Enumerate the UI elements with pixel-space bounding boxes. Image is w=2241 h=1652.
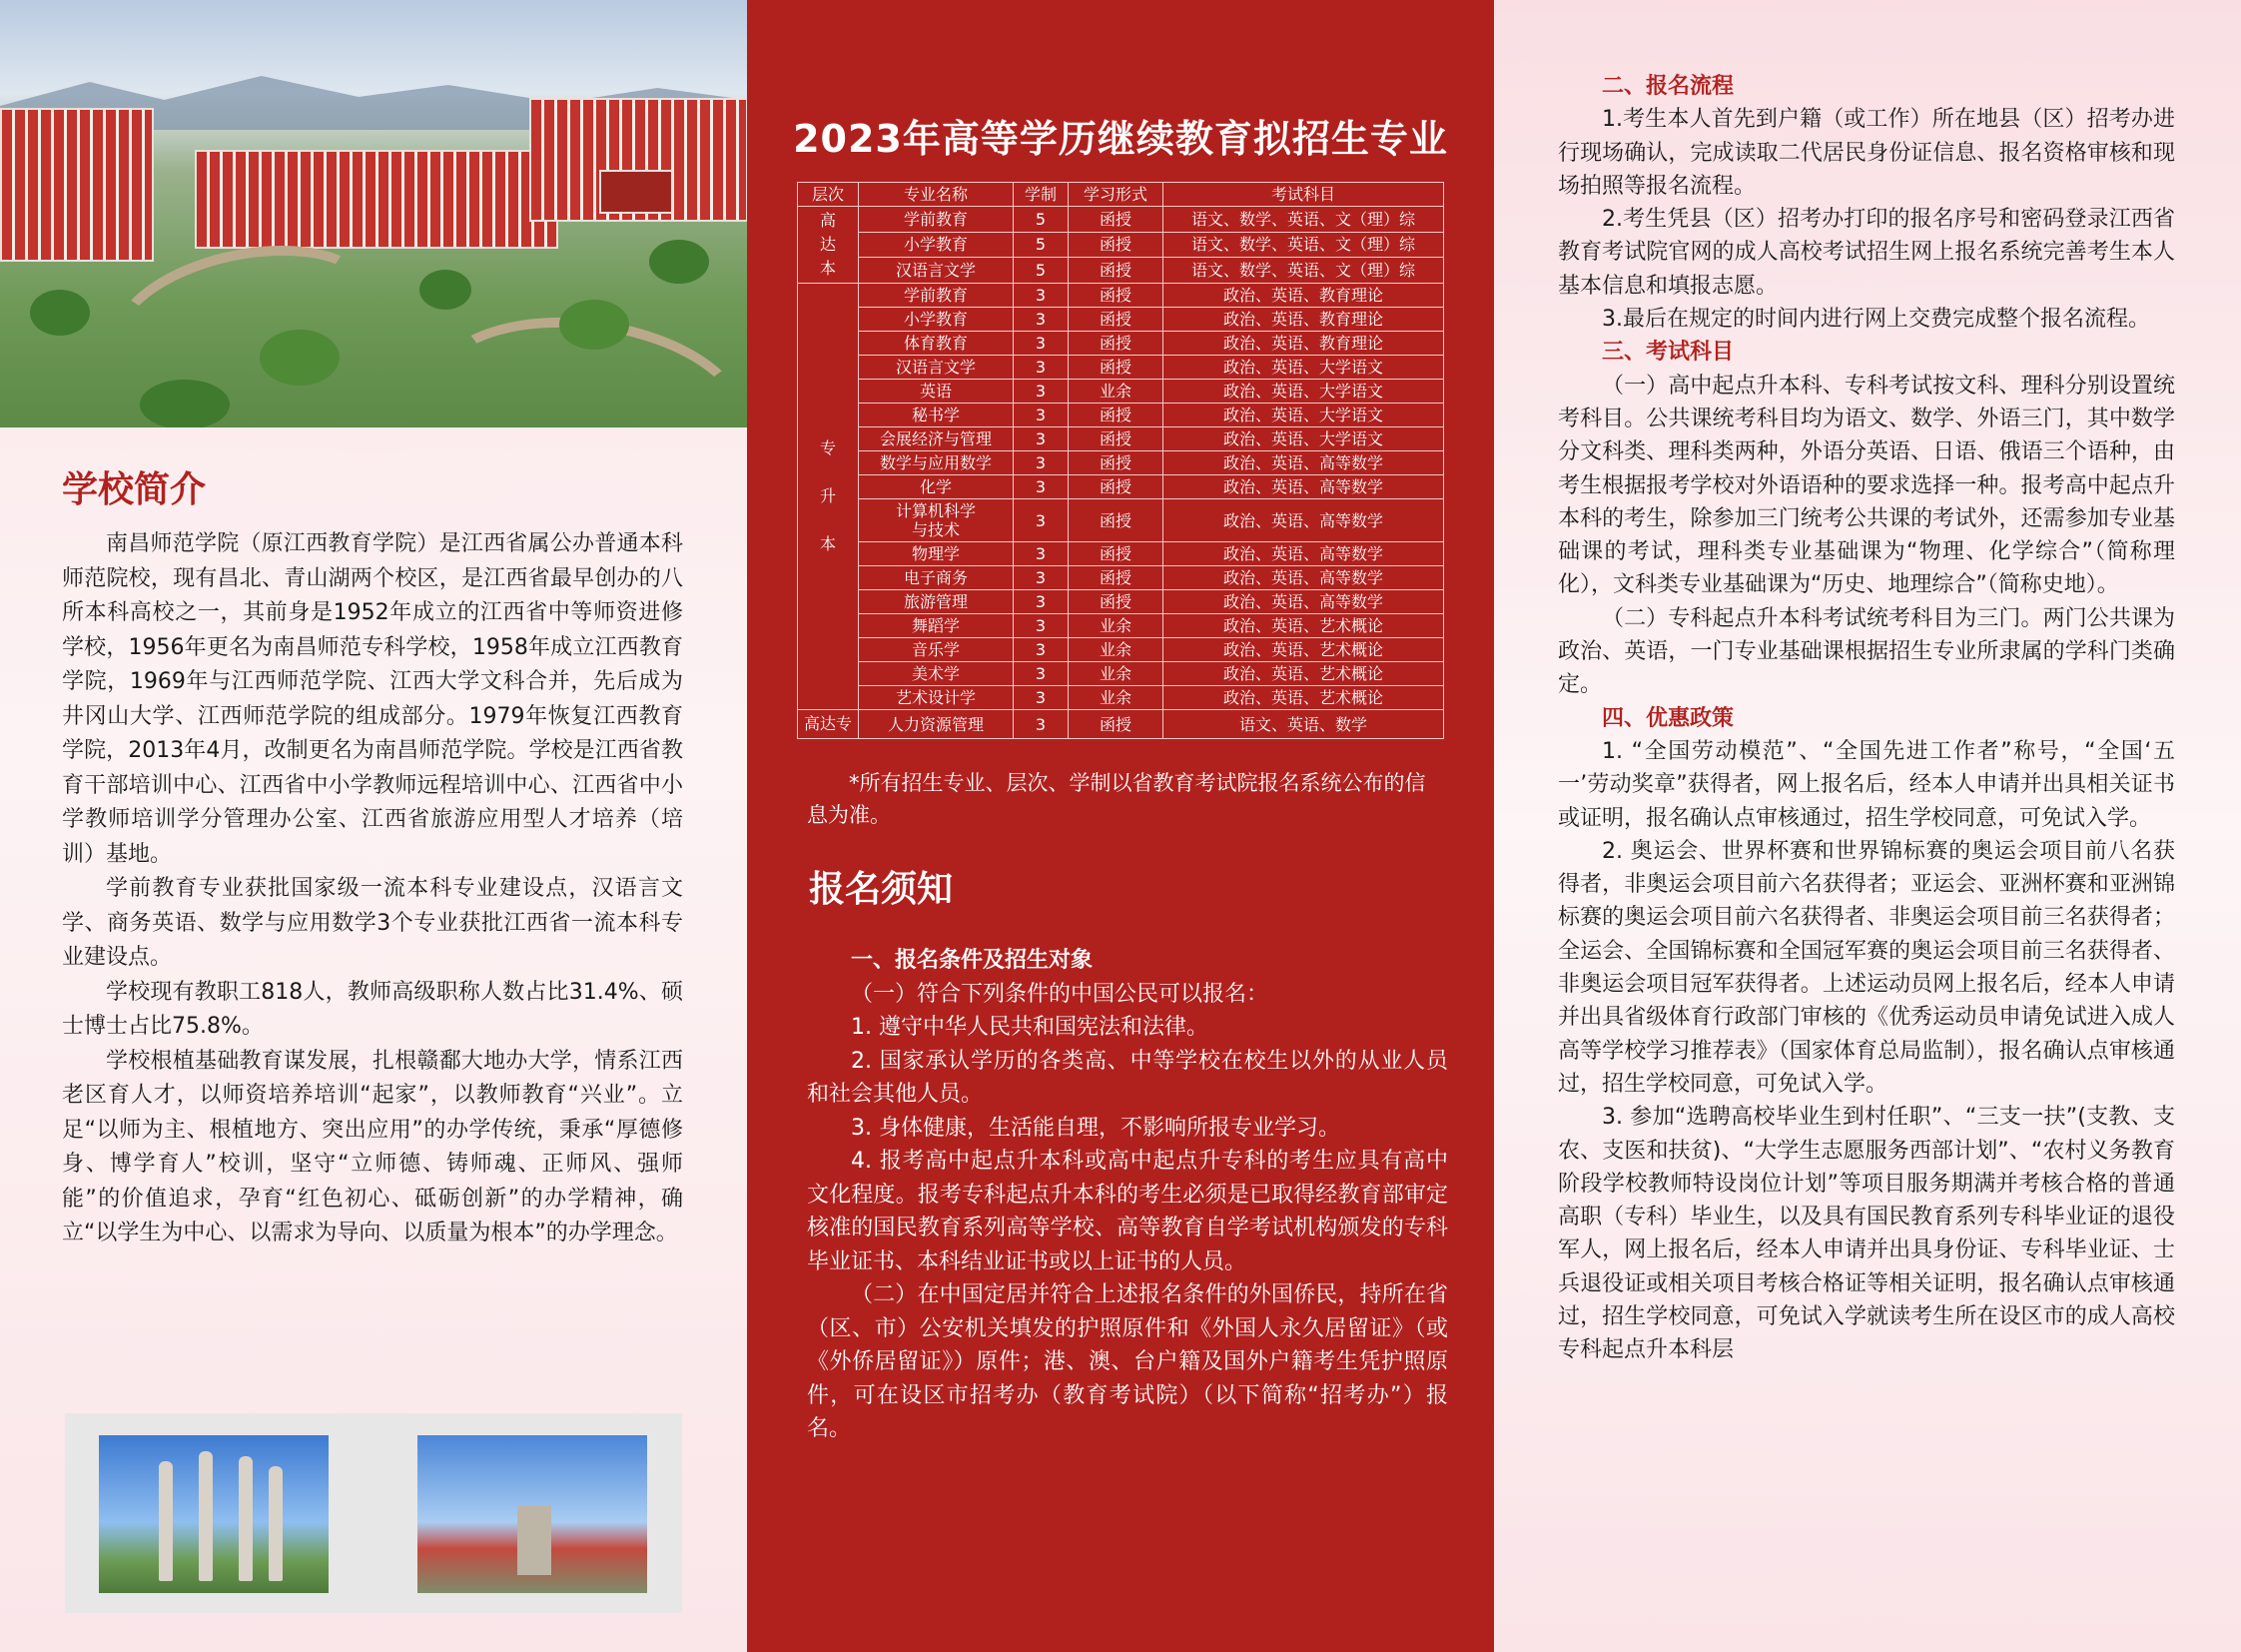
- school-intro-title: 学校简介: [62, 469, 207, 510]
- table-header-row: [798, 183, 1444, 207]
- exam-subjects-cell: 政治、英语、大学语文: [1163, 380, 1444, 404]
- exam-subjects-cell: 语文、英语、数学: [1163, 710, 1444, 739]
- section-heading: 二、报名流程: [1602, 74, 1735, 99]
- exam-item: （二）专科起点升本科考试统考科目为三门。两门公共课为政治、英语，一门专业基础课根据招生专业所隶属的学科门类确定。: [1558, 605, 2175, 698]
- study-mode-cell: 函授: [1069, 356, 1163, 380]
- major-name-cell: 体育教育: [859, 332, 1014, 356]
- duration-cell: 3: [1014, 686, 1069, 710]
- policy-item: 1. “全国劳动模范”、“全国先进工作者”称号，“全国‘五一’劳动奖章”获得者，网上报名后，经本人申请并出具相关证书或证明，报名确认点审核通过，招生学校同意，可免试入学。: [1558, 738, 2175, 831]
- study-mode-cell: 函授: [1069, 451, 1163, 475]
- condition-item: 2. 国家承认学历的各类高、中等学校在校生以外的从业人员和社会其他人员。: [807, 1048, 1448, 1107]
- section-heading: 四、优惠政策: [1602, 705, 1735, 731]
- majors-table-body: [798, 207, 1444, 739]
- exam-subjects-cell: 政治、英语、教育理论: [1163, 284, 1444, 308]
- study-mode-cell: 函授: [1069, 232, 1163, 258]
- section-intro: （一）符合下列条件的中国公民可以报名：: [851, 981, 1269, 1007]
- exam-subjects-cell: 政治、英语、艺术概论: [1163, 686, 1444, 710]
- condition-part2: （二）在中国定居并符合上述报名条件的外国侨民，持所在省（区、市）公安机关填发的护照原件和《外国人永久居留证》（或《外侨居留证》）原件；港、澳、台户籍及国外户籍考生凭护照原件，可在设区市招考办（教育考试院）（以下简称“招考办”）报名。: [807, 1282, 1448, 1441]
- duration-cell: 3: [1014, 475, 1069, 499]
- exam-subjects-cell: 政治、英语、艺术概论: [1163, 662, 1444, 686]
- study-mode-cell: 函授: [1069, 404, 1163, 427]
- study-mode-cell: 业余: [1069, 614, 1163, 638]
- duration-cell: 5: [1014, 232, 1069, 258]
- policy-item: 2. 奥运会、世界杯赛和世界锦标赛的奥运会项目前八名获得者，非奥运会项目前六名获得者；亚运会、亚洲杯赛和亚洲锦标赛的奥运会项目前六名获得者、非奥运会项目前三名获得者；全运会、全国锦标赛和全国冠军赛的奥运会项目前三名获得者、非奥运会项目冠军获得者。上述运动员网上报名后，经本人申请并出具省级体育行政部门审核的《优秀运动员申请免试进入成人高等学校学习推荐表》（国家体育总局监制），报名确认点审核通过，招生学校同意，可免试入学。: [1558, 838, 2175, 1097]
- exam-subjects-cell: 政治、英语、高等数学: [1163, 590, 1444, 614]
- intro-paragraph: 学校根植基础教育谋发展，扎根赣鄱大地办大学，情系江西老区育人才，以师资培养培训“起家”，以教师教育“兴业”。立足“以师为主、根植地方、突出应用”的办学传统，秉承“厚德修身、博学育人”校训，坚守“立师德、铸师魂、正师风、强师能”的价值追求，孕育“红色初心、砥砺创新”的办学精神，确立“以学生为中心、以需求为导向、以质量为根本”的办学理念。: [62, 1048, 683, 1245]
- table-row: [798, 258, 1444, 284]
- table-row: [798, 232, 1444, 258]
- major-name-cell: 学前教育: [859, 207, 1014, 233]
- duration-cell: 5: [1014, 258, 1069, 284]
- table-row: [798, 284, 1444, 308]
- duration-cell: 3: [1014, 332, 1069, 356]
- major-name-cell: 旅游管理: [859, 590, 1014, 614]
- table-row: [798, 590, 1444, 614]
- duration-cell: 3: [1014, 662, 1069, 686]
- process-item: 3.最后在规定的时间内进行网上交费完成整个报名流程。: [1602, 307, 2150, 333]
- duration-cell: 3: [1014, 356, 1069, 380]
- condition-item: 3. 身体健康，生活能自理，不影响所报专业学习。: [851, 1115, 1340, 1141]
- study-mode-cell: 业余: [1069, 638, 1163, 662]
- exam-subjects-cell: 语文、数学、英语、文（理）综: [1163, 207, 1444, 233]
- study-mode-cell: 函授: [1069, 427, 1163, 451]
- exam-subjects-cell: 政治、英语、教育理论: [1163, 308, 1444, 332]
- major-name-cell: 汉语言文学: [859, 356, 1014, 380]
- exam-subjects-cell: 语文、数学、英语、文（理）综: [1163, 232, 1444, 258]
- duration-cell: 3: [1014, 638, 1069, 662]
- exam-subjects-cell: 政治、英语、艺术概论: [1163, 614, 1444, 638]
- right-panel: [1494, 0, 2241, 1652]
- major-name-cell: 数学与应用数学: [859, 451, 1014, 475]
- left-panel: [0, 0, 747, 1652]
- enrollment-conditions: [807, 944, 1448, 1446]
- table-row: [798, 308, 1444, 332]
- enrollment-notice-title: 报名须知: [809, 869, 954, 910]
- exam-subjects-cell: 政治、英语、大学语文: [1163, 427, 1444, 451]
- table-row: [798, 332, 1444, 356]
- major-name-cell: 秘书学: [859, 404, 1014, 427]
- major-name-cell: 学前教育: [859, 284, 1014, 308]
- intro-paragraph: 南昌师范学院（原江西教育学院）是江西省属公办普通本科师范院校，现有昌北、青山湖两个校区，是江西省最早创办的八所本科高校之一，其前身是1952年成立的江西省中等师资进修学校，1956年更名为南昌师范专科学校，1958年成立江西教育学院，1969年与江西师范学院、江西大学文科合并，先后成为井冈山大学、江西师范学院的组成部分。1979年恢复江西教育学院，2013年4月，改制更名为南昌师范学院。学校是江西省教育干部培训中心、江西省中小学教师远程培训中心、江西省中小学教师培训学分管理办公室、江西省旅游应用型人才培养（培训）基地。: [62, 531, 683, 867]
- col-header: 考试科目: [1163, 183, 1444, 207]
- duration-cell: 3: [1014, 614, 1069, 638]
- condition-item: 4. 报考高中起点升本科或高中起点升专科的考生应具有高中文化程度。报考专科起点升本科的考生必须是已取得经教育部审定核准的国民教育系列高等学校、高等教育自学考试机构颁发的专科毕业证书、本科结业证书或以上证书的人员。: [807, 1149, 1448, 1274]
- duration-cell: 5: [1014, 207, 1069, 233]
- duration-cell: 3: [1014, 427, 1069, 451]
- study-mode-cell: 函授: [1069, 566, 1163, 590]
- school-intro-body: [62, 527, 683, 1251]
- photo-strip: [65, 1413, 682, 1613]
- duration-cell: 3: [1014, 308, 1069, 332]
- exam-item: （一）高中起点升本科、专科考试按文科、理科分别设置统考科目。公共课统考科目均为语文、数学、外语三门，其中数学分文科类、理科类两种，外语分英语、日语、俄语三个语种，由考生根据报考学校对外语语种的要求选择一种。报考高中起点升本科的考生，除参加三门统考公共课的考试外，还需参加专业基础课的考试，理科类专业基础课为“物理、化学综合”（简称理化），文科类专业基础课为“历史、地理综合”（简称史地）。: [1558, 373, 2175, 598]
- major-name-cell: 舞蹈学: [859, 614, 1014, 638]
- study-mode-cell: 函授: [1069, 258, 1163, 284]
- table-row: [798, 427, 1444, 451]
- duration-cell: 3: [1014, 451, 1069, 475]
- study-mode-cell: 函授: [1069, 475, 1163, 499]
- study-mode-cell: 函授: [1069, 590, 1163, 614]
- major-name-cell: 物理学: [859, 542, 1014, 566]
- exam-subjects-cell: 语文、数学、英语、文（理）综: [1163, 258, 1444, 284]
- major-name-cell: 艺术设计学: [859, 686, 1014, 710]
- table-row: [798, 475, 1444, 499]
- level-cell: 高 达 本: [798, 207, 859, 284]
- table-row: [798, 499, 1444, 542]
- table-row: [798, 662, 1444, 686]
- middle-panel: [747, 0, 1494, 1652]
- policy-item: 3. 参加“选聘高校毕业生到村任职”、“三支一扶”(支教、支农、支医和扶贫)、“大学生志愿服务西部计划”、“农村义务教育阶段学校教师特设岗位计划”等项目服务期满并考核合格的普通高职（专科）毕业生，以及具有国民教育系列专科毕业证的退役军人，网上报名后，经本人申请并出具身份证、专科毕业证、士兵退役证或相关项目考核合格证等相关证明，报名确认点审核通过，招生学校同意，可免试入学就读考生所在设区市的成人高校专科起点升本科层: [1558, 1105, 2175, 1363]
- study-mode-cell: 业余: [1069, 662, 1163, 686]
- exam-subjects-cell: 政治、英语、高等数学: [1163, 451, 1444, 475]
- major-name-cell: 会展经济与管理: [859, 427, 1014, 451]
- condition-item: 1. 遵守中华人民共和国宪法和法律。: [851, 1015, 1208, 1040]
- study-mode-cell: 函授: [1069, 284, 1163, 308]
- major-name-cell: 化学: [859, 475, 1014, 499]
- table-row: [798, 356, 1444, 380]
- duration-cell: 3: [1014, 284, 1069, 308]
- duration-cell: 3: [1014, 542, 1069, 566]
- major-name-cell: 电子商务: [859, 566, 1014, 590]
- major-name-cell: 英语: [859, 380, 1014, 404]
- col-header: 层次: [798, 183, 859, 207]
- table-row: [798, 207, 1444, 233]
- duration-cell: 3: [1014, 710, 1069, 739]
- duration-cell: 3: [1014, 404, 1069, 427]
- monument-photo: [417, 1435, 647, 1593]
- exam-subjects-cell: 政治、英语、艺术概论: [1163, 638, 1444, 662]
- study-mode-cell: 业余: [1069, 686, 1163, 710]
- col-header: 学制: [1014, 183, 1069, 207]
- col-header: 专业名称: [859, 183, 1014, 207]
- table-row: [798, 451, 1444, 475]
- process-item: 2.考生凭县（区）招考办打印的报名序号和密码登录江西省教育考试院官网的成人高校考试招生网上报名系统完善考生本人基本信息和填报志愿。: [1558, 207, 2175, 299]
- exam-subjects-cell: 政治、英语、高等数学: [1163, 542, 1444, 566]
- process-item: 1.考生本人首先到户籍（或工作）所在地县（区）招考办进行现场确认，完成读取二代居民身份证信息、报名资格审核和现场拍照等报名流程。: [1558, 107, 2175, 199]
- duration-cell: 3: [1014, 590, 1069, 614]
- table-row: [798, 566, 1444, 590]
- majors-table: [797, 182, 1444, 739]
- table-row: [798, 710, 1444, 739]
- major-name-cell: 小学教育: [859, 308, 1014, 332]
- study-mode-cell: 函授: [1069, 308, 1163, 332]
- duration-cell: 3: [1014, 566, 1069, 590]
- duration-cell: 3: [1014, 499, 1069, 542]
- exam-subjects-cell: 政治、英语、大学语文: [1163, 404, 1444, 427]
- note-text: *所有招生专业、层次、学制以省教育考试院报名系统公布的信息为准。: [807, 771, 1426, 827]
- campus-aerial-photo: [0, 0, 747, 427]
- table-row: [798, 542, 1444, 566]
- table-row: [798, 404, 1444, 427]
- intro-paragraph: 学前教育专业获批国家级一流本科专业建设点，汉语言文学、商务英语、数学与应用数学3个专业获批江西省一流本科专业建设点。: [62, 876, 683, 970]
- major-name-cell: 计算机科学 与技术: [859, 499, 1014, 542]
- intro-paragraph: 学校现有教职工818人，教师高级职称人数占比31.4%、硕士博士占比75.8%。: [62, 979, 683, 1039]
- table-row: [798, 614, 1444, 638]
- table-row: [798, 380, 1444, 404]
- majors-title: 2023年高等学历继续教育拟招生专业: [793, 117, 1448, 161]
- duration-cell: 3: [1014, 380, 1069, 404]
- exam-subjects-cell: 政治、英语、大学语文: [1163, 356, 1444, 380]
- level-cell: 专 升 本: [798, 284, 859, 710]
- major-name-cell: 小学教育: [859, 232, 1014, 258]
- major-name-cell: 汉语言文学: [859, 258, 1014, 284]
- study-mode-cell: 函授: [1069, 542, 1163, 566]
- section-heading: 三、考试科目: [1602, 340, 1735, 366]
- right-body: [1558, 70, 2175, 1367]
- exam-subjects-cell: 政治、英语、高等数学: [1163, 499, 1444, 542]
- study-mode-cell: 函授: [1069, 499, 1163, 542]
- exam-subjects-cell: 政治、英语、高等数学: [1163, 566, 1444, 590]
- study-mode-cell: 函授: [1069, 710, 1163, 739]
- sculpture-photo: [99, 1435, 329, 1593]
- major-name-cell: 音乐学: [859, 638, 1014, 662]
- major-name-cell: 美术学: [859, 662, 1014, 686]
- exam-subjects-cell: 政治、英语、高等数学: [1163, 475, 1444, 499]
- table-row: [798, 638, 1444, 662]
- study-mode-cell: 业余: [1069, 380, 1163, 404]
- majors-note: [807, 767, 1446, 831]
- section-heading: 一、报名条件及招生对象: [851, 948, 1094, 973]
- study-mode-cell: 函授: [1069, 207, 1163, 233]
- exam-subjects-cell: 政治、英语、教育理论: [1163, 332, 1444, 356]
- col-header: 学习形式: [1069, 183, 1163, 207]
- study-mode-cell: 函授: [1069, 332, 1163, 356]
- table-row: [798, 686, 1444, 710]
- major-name-cell: 人力资源管理: [859, 710, 1014, 739]
- level-cell: 高达专: [798, 710, 859, 739]
